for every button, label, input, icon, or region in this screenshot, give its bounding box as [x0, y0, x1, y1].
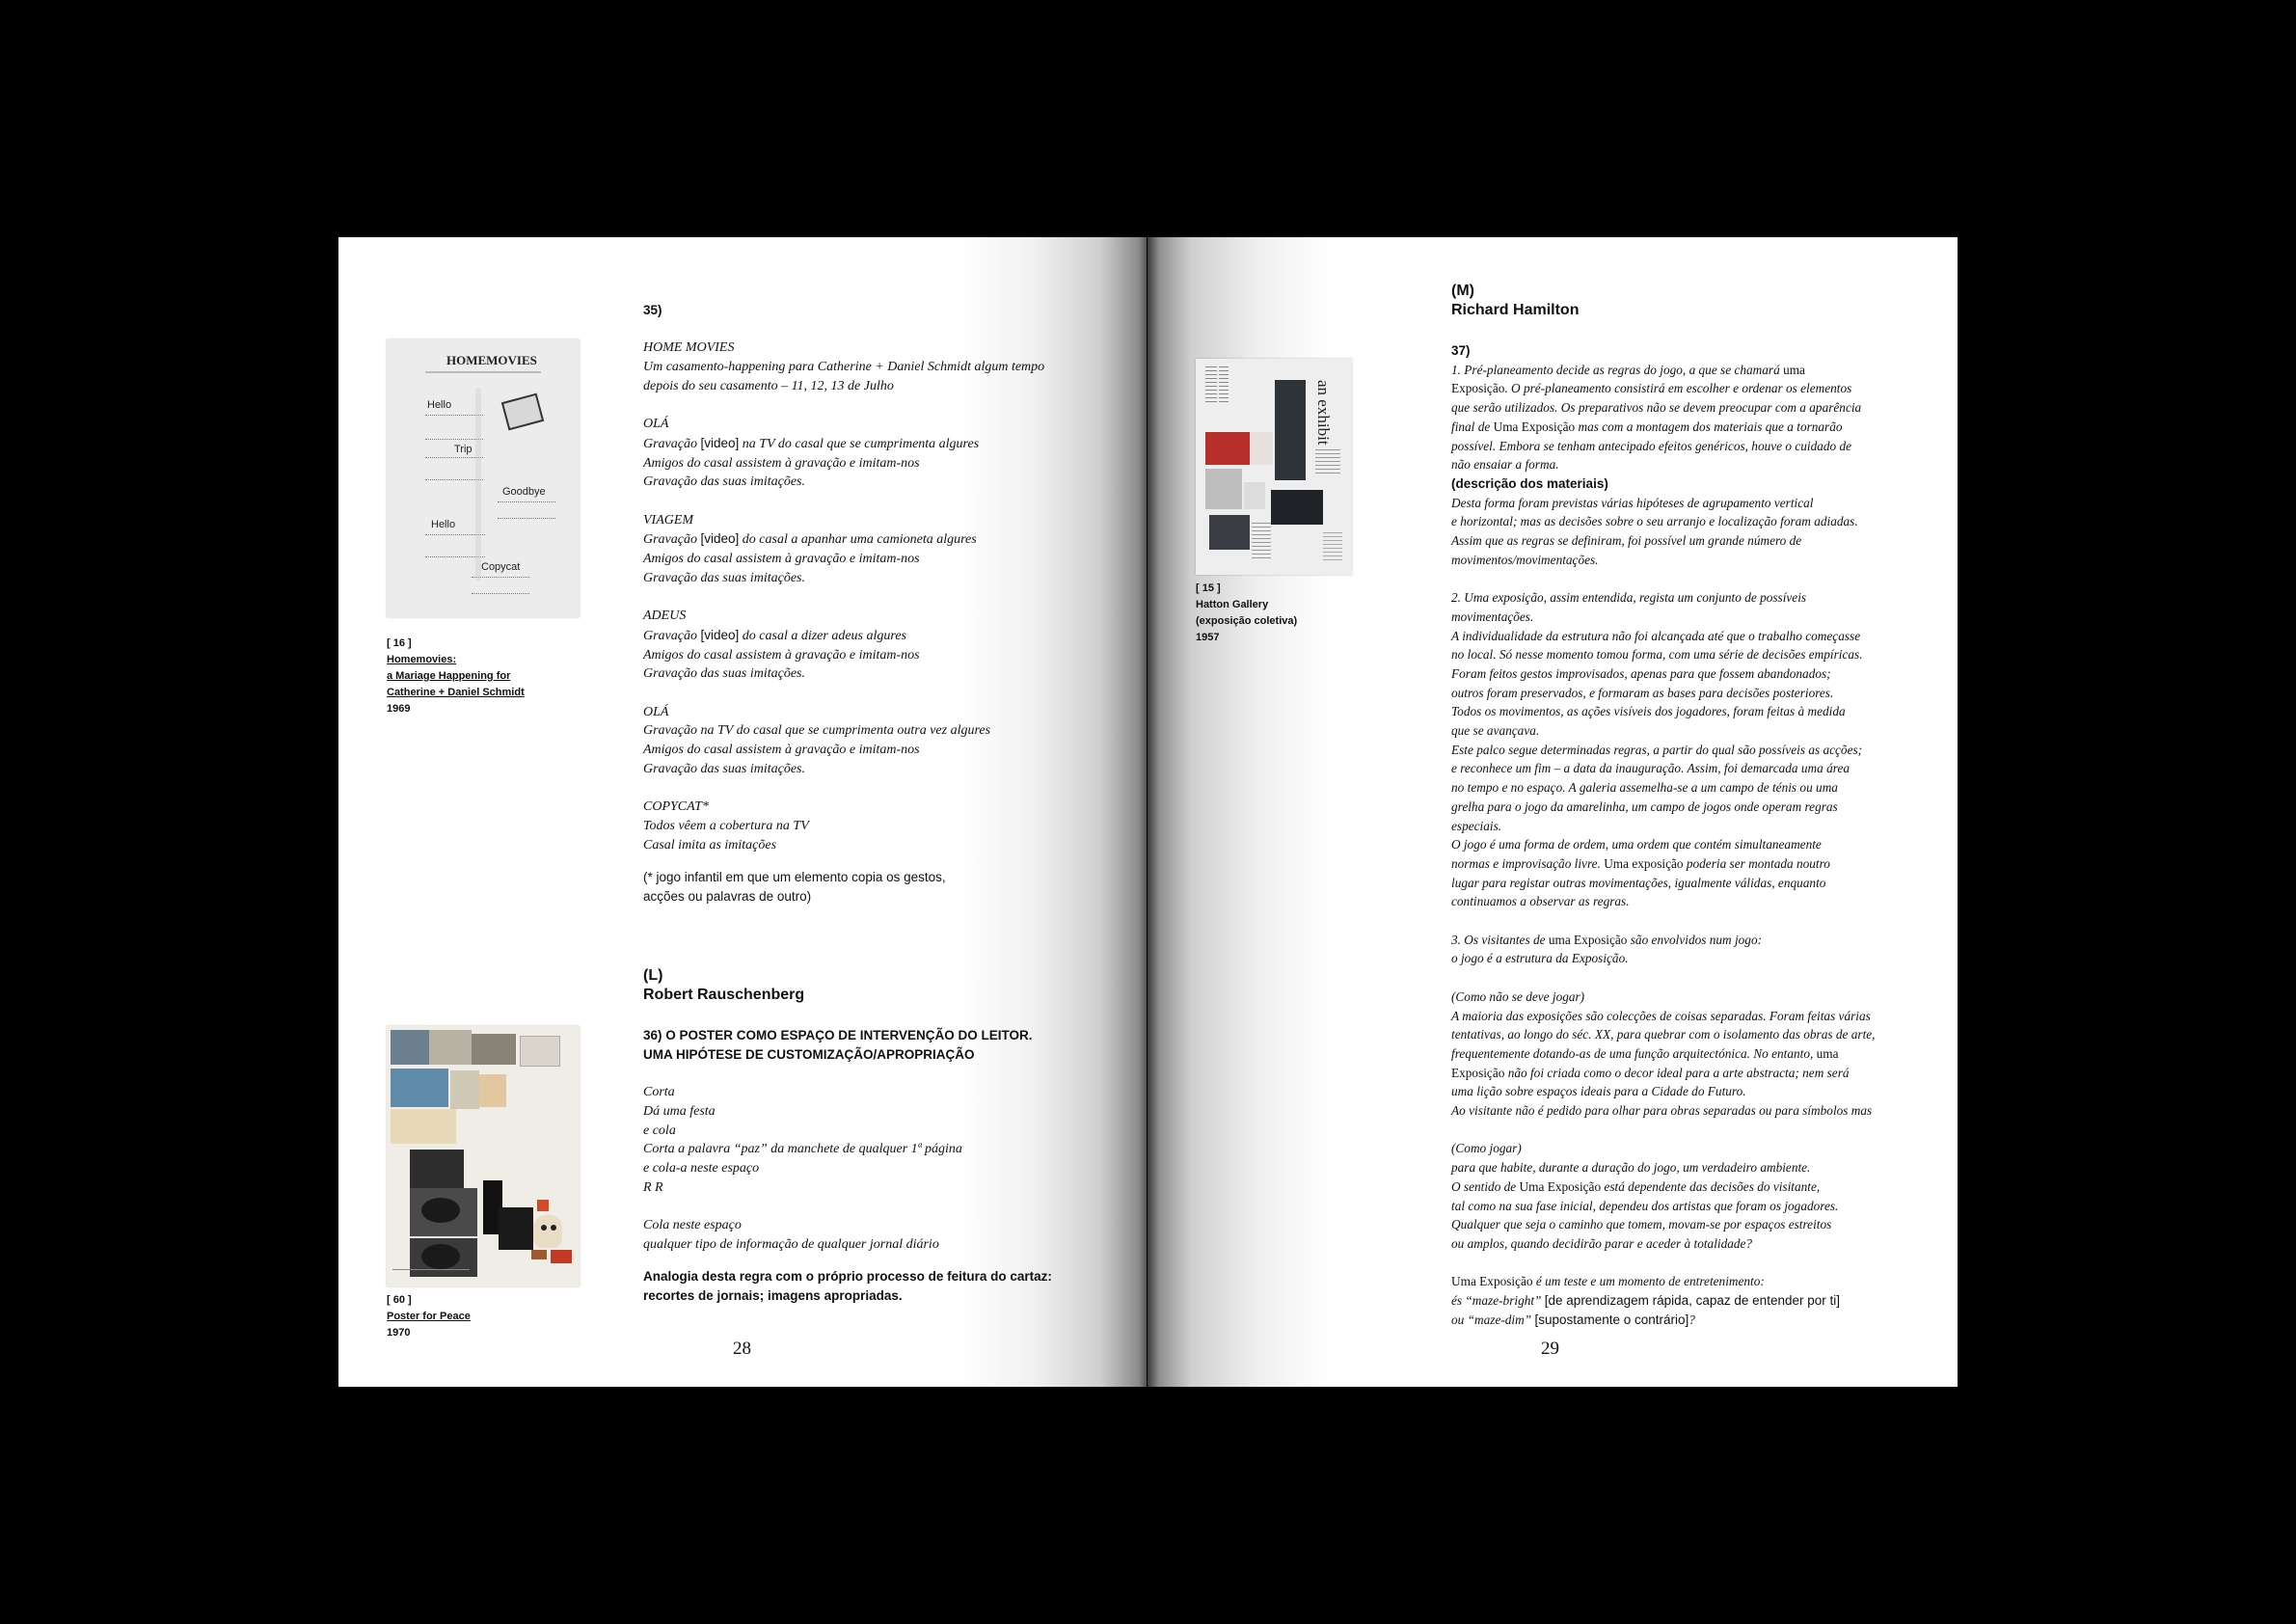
- instruction-line: e cola-a neste espaço: [643, 1160, 760, 1176]
- footnote-line: acções ou palavras de outro): [643, 888, 812, 904]
- poster-word-1: Hello: [427, 399, 452, 411]
- item-number: 37): [1451, 343, 1471, 358]
- instruction-block: [643, 1083, 1145, 1197]
- item-36: [643, 1026, 1145, 1306]
- section-letter: (L): [643, 967, 663, 984]
- page-number: 28: [733, 1339, 751, 1359]
- paragraph-how: (Como jogar) para que habite, durante a duração do jogo, um verdadeiro ambiente. O sentido de Uma Exposição está dependente das decisões do visitante, tal como na sua fase inicial, dependeu dos artistas que foram os jogadores. Qualquer que seja o caminho que tomem, movam-se por espaços estreitos ou amplos, quando decidirão parar e aceder à totalidade?: [1451, 1141, 1839, 1251]
- block-line: Amigos do casal assistem à gravação e imitam-nos: [643, 552, 920, 567]
- homemovies-poster-image: [387, 339, 580, 617]
- page-number: 29: [1541, 1339, 1559, 1359]
- poster-red-block: [1205, 432, 1250, 465]
- instruction-line: Corta a palavra “paz” da manchete de qualquer 1ª página: [643, 1142, 962, 1157]
- poster-dark-column: [1275, 380, 1306, 480]
- block-line: Gravação [video] do casal a apanhar uma camioneta algures: [643, 531, 977, 548]
- paragraph-end: Uma Exposição é um teste e um momento de entretenimento: és “maze-bright” [de aprendizagem rápida, capaz de entender por ti] ou “maze-dim” [supostamente o contrário]?: [1451, 1274, 1840, 1327]
- right-page: [1148, 237, 1958, 1387]
- paragraph-how-not: (Como não se deve jogar) A maioria das exposições são colecções de coisas separadas. Foram feitas várias tentativas, ao longo do séc. XX, para quebrar com o isolamento das obras de arte, frequentemente dotando-as de uma função arquitectónica. No entanto, uma Exposição não foi criada como o decor ideal para a arte abstracta; nem será uma lição sobre espaços ideais para a Cidade do Futuro. Ao visitante não é pedido para olhar para obras separadas ou para símbolos mas: [1451, 988, 1876, 1119]
- paragraph-1b: Desta forma foram previstas várias hipóteses de agrupamento vertical e horizontal; mas as decisões sobre o seu arranjo e localização foram adiadas. Assim que as regras se definiram, foi possível um grande número de movimentos/movimentações.: [1451, 495, 1858, 567]
- caption-number: [ 15 ]: [1196, 582, 1221, 594]
- poster-vertical-title: an exhibit: [1314, 380, 1333, 446]
- left-page: [338, 237, 1147, 1387]
- item-number: 35): [643, 303, 662, 317]
- paragraph-2: 2. Uma exposição, assim entendida, regista um conjunto de possíveis movimentações. A individualidade da estrutura não foi alcançada até que o trabalho começasse no local. Só nesse momento tomou forma, com uma série de decisões empíricas. Foram feitos gestos improvisados, apenas para que fossem abandonados; outros foram preservados, e formaram as bases para decisões posteriores. Todos os movimentos, as ações visíveis dos jogadores, foram feitas à medida que se avançava. Este palco segue determinadas regras, a partir do qual são possíveis as acções; e reconhece um fim – a data da inauguração. Assim, foi demarcada uma área no tempo e no espaço. A galeria assemelha-se a um campo de ténis ou uma grelha para o jogo da amarelinha, um campo de jogos onde operam regras especiais. O jogo é uma forma de ordem, uma ordem que contém simultaneamente normas e improvisação livre. Uma exposição poderia ser montada noutro lugar para registar outras movimentações, igualmente válidas, enquanto continuamos a observar as regras.: [1451, 590, 1863, 909]
- instruction-block-2: [643, 1216, 1145, 1254]
- block-head: HOME MOVIES: [643, 340, 735, 356]
- footnote-line: (* jogo infantil em que um elemento copia os gestos,: [643, 869, 946, 884]
- caption-year: 1957: [1196, 632, 1220, 643]
- artist-name: Robert Rauschenberg: [643, 987, 805, 1003]
- paragraph-1: 1. Pré-planeamento decide as regras do jogo, a que se chamará uma Exposição. O pré-planeamento consistirá em escolher e ordenar os elementos que serão utilizados. Os preparativos não se devem preocupar com a aparência final de Uma Exposição mas com a montagem dos materiais que a tornarão possível. Embora se tenham antecipado efeitos genéricos, houve o cuidado de não ensaiar a forma.: [1451, 362, 1862, 473]
- block-line: Um casamento-happening para Catherine + Daniel Schmidt algum tempo: [643, 360, 1045, 375]
- footnote: [643, 868, 1145, 906]
- block-head: OLÁ: [643, 704, 669, 719]
- block-home-movies: [643, 338, 1145, 395]
- block-line: Amigos do casal assistem à gravação e imitam-nos: [643, 743, 920, 758]
- block-ola: [643, 415, 1145, 492]
- block-adeus: [643, 607, 1145, 684]
- block-head: ADEUS: [643, 609, 687, 624]
- section-heading-l: [643, 966, 804, 1005]
- caption-number: [ 60 ]: [387, 1294, 412, 1306]
- block-line: depois do seu casamento – 11, 12, 13 de Julho: [643, 378, 894, 393]
- poster-word-3: Goodbye: [502, 486, 546, 498]
- caption-year: 1969: [387, 703, 411, 715]
- analysis-note: Analogia desta regra com o próprio processo de feitura do cartaz: recortes de jornais; imagens apropriadas.: [643, 1269, 1052, 1303]
- poster-title: HOMEMOVIES: [446, 353, 537, 367]
- item-title: 36) O POSTER COMO ESPAÇO DE INTERVENÇÃO DO LEITOR. UMA HIPÓTESE DE CUSTOMIZAÇÃO/APROPRIAÇÃO: [643, 1028, 1033, 1062]
- instruction-line: qualquer tipo de informação de qualquer jornal diário: [643, 1236, 939, 1252]
- instruction-line: Dá uma festa: [643, 1103, 716, 1119]
- caption-title[interactable]: Homemovies:: [387, 654, 457, 665]
- caption-title[interactable]: a Mariage Happening for: [387, 670, 511, 682]
- caption-title[interactable]: Poster for Peace: [387, 1311, 471, 1322]
- block-line: Amigos do casal assistem à gravação e imitam-nos: [643, 455, 920, 471]
- block-line: Gravação das suas imitações.: [643, 761, 805, 776]
- caption-title[interactable]: Catherine + Daniel Schmidt: [387, 687, 525, 698]
- an-exhibit-poster-image: [1196, 359, 1352, 575]
- block-line: Gravação na TV do casal que se cumprimenta outra vez algures: [643, 723, 991, 739]
- block-line: Casal imita as imitações: [643, 837, 777, 853]
- block-line: Todos vêem a cobertura na TV: [643, 818, 809, 833]
- item-35: [643, 301, 1145, 906]
- instruction-line: Corta: [643, 1085, 675, 1100]
- block-line: Gravação [video] na TV do casal que se cumprimenta algures: [643, 435, 980, 451]
- caption-year: 1970: [387, 1327, 411, 1339]
- block-viagem: [643, 511, 1145, 588]
- block-line: Gravação [video] do casal a dizer adeus algures: [643, 627, 906, 643]
- caption-15: [1196, 581, 1297, 646]
- block-head: COPYCAT*: [643, 799, 709, 815]
- poster-word-2: Trip: [454, 444, 473, 455]
- block-line: Gravação das suas imitações.: [643, 666, 805, 682]
- item-37: [1451, 341, 1938, 1329]
- tv-drawing: [501, 393, 544, 431]
- block-line: Gravação das suas imitações.: [643, 570, 805, 585]
- poster-scribbles: [425, 415, 483, 440]
- caption-title: (exposição coletiva): [1196, 615, 1298, 627]
- paragraph-3: 3. Os visitantes de uma Exposição são envolvidos num jogo: o jogo é a estrutura da Exposição.: [1451, 932, 1763, 966]
- block-ola-2: [643, 703, 1145, 779]
- poster-for-peace-image: [387, 1026, 580, 1286]
- sub-heading: (descrição dos materiais): [1451, 475, 1608, 491]
- caption-60: [387, 1292, 471, 1341]
- block-head: VIAGEM: [643, 512, 694, 528]
- instruction-line: Cola neste espaço: [643, 1218, 742, 1232]
- instruction-line: e cola: [643, 1123, 676, 1138]
- poster-word-5: Copycat: [481, 561, 521, 573]
- caption-number: [ 16 ]: [387, 637, 412, 649]
- poster-word-4: Hello: [431, 519, 456, 530]
- caption-16: [387, 636, 525, 717]
- block-line: Amigos do casal assistem à gravação e imitam-nos: [643, 647, 920, 663]
- section-letter: (M): [1451, 283, 1474, 299]
- block-head: OLÁ: [643, 417, 669, 432]
- caption-title: Hatton Gallery: [1196, 599, 1269, 610]
- section-heading-m: [1451, 282, 1579, 320]
- artist-name: Richard Hamilton: [1451, 302, 1580, 318]
- instruction-line: R R: [643, 1179, 663, 1195]
- block-line: Gravação das suas imitações.: [643, 474, 805, 490]
- block-copycat: [643, 798, 1145, 854]
